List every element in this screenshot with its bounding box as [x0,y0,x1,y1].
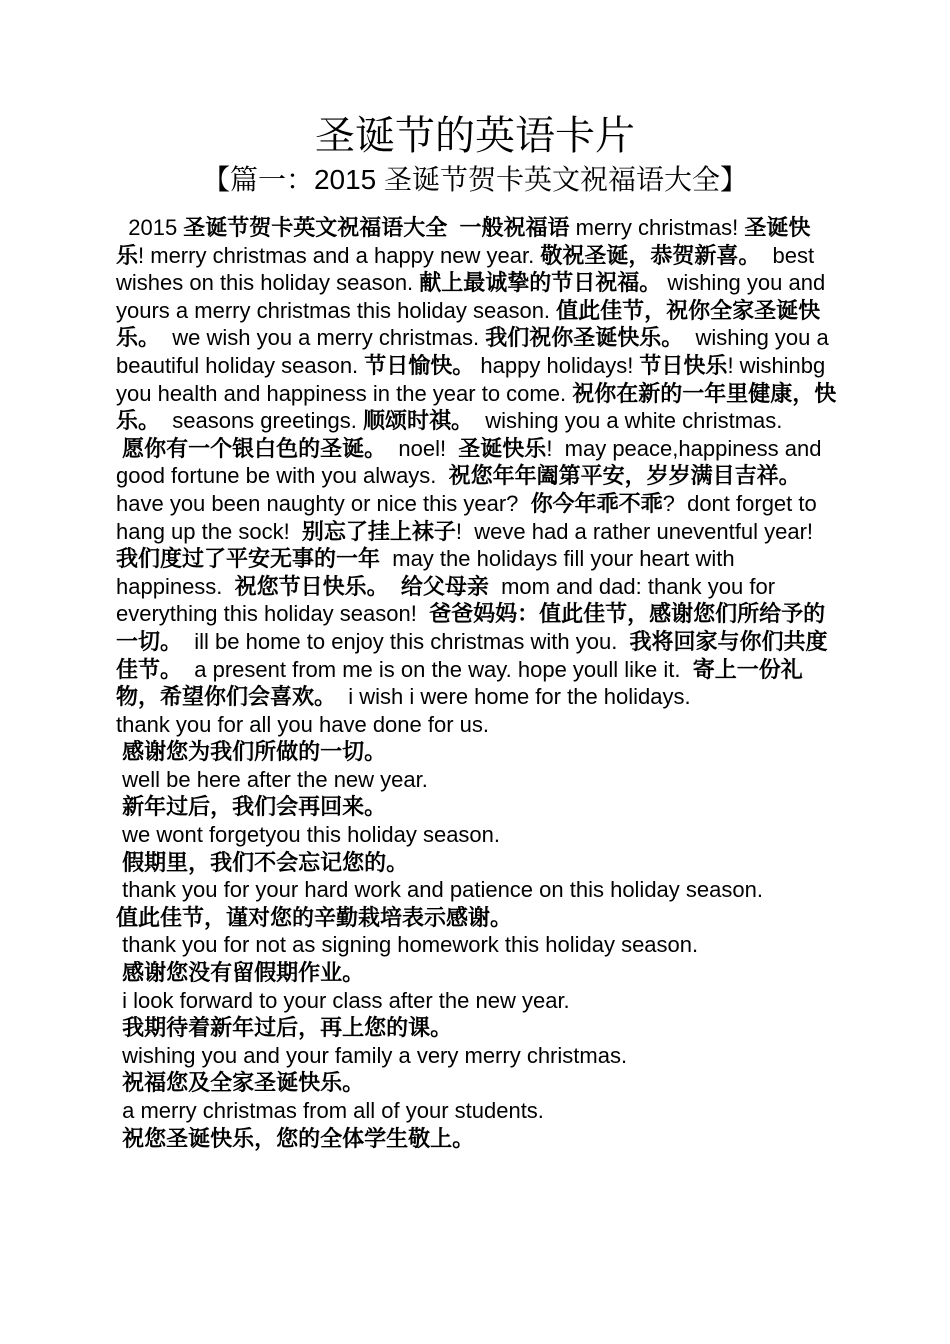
text-segment: ? dont forget to hang up the sock! [116,490,823,544]
paragraph [116,1097,838,1125]
bold-text-segment: 节日愉快。 [364,352,475,378]
paragraph [116,711,838,739]
text-segment: wishing you a beautiful holiday season. [116,325,835,378]
text-segment: we wont forgetyou this holiday season. [116,822,501,848]
bold-text-segment: 圣诞节贺卡英文祝福语大全 一般祝福语 [183,215,570,240]
text-segment: have you been naughty or nice this year? [116,463,813,516]
bold-text-segment: 我期待着新年过后，再上您的课。 [122,1015,453,1041]
bold-text-segment: 圣诞快乐 [458,435,547,461]
text-segment: ill be home to enjoy this christmas with you. [182,628,630,654]
bold-text-segment: 献上最诚挚的节日祝福。 [419,270,662,296]
text-segment: wishing you a white christmas. [473,408,783,434]
paragraph [116,793,838,821]
paragraph [116,1069,838,1097]
paragraph [116,1014,838,1042]
text-segment: thank you for all you have done for us. [116,711,490,737]
text-segment: i look forward to your class after the new year. [116,987,570,1013]
text-segment: wishing you and yours a merry christmas this holiday season. [116,270,832,323]
paragraph [116,1042,838,1070]
paragraph [116,876,838,904]
bold-text-segment: 圣诞快乐 [116,215,811,268]
text-segment: mom and dad: thank you for everything this holiday season! [116,573,782,627]
bold-text-segment: 我们度过了平安无事的一年 [116,546,381,572]
paragraph [116,849,838,877]
bold-text-segment: 我将回家与你们共度佳节。 [116,628,828,682]
paragraph [116,766,838,794]
bold-text-segment: 祝福您及全家圣诞快乐。 [122,1070,365,1096]
text-segment: thank you for your hard work and patience on this holiday season. [116,877,763,903]
paragraph [116,435,838,711]
bold-text-segment: 你今年乖不乖 [530,490,663,516]
paragraph [116,214,838,435]
bold-text-segment: 祝您年年阖第平安，岁岁满目吉祥。 [448,463,801,489]
text-segment: 2015 [116,215,184,240]
paragraph [116,821,838,849]
text-segment: best wishes on this holiday season. [116,242,821,296]
paragraph [116,959,838,987]
paragraph [116,1125,838,1153]
bold-text-segment: 节日快乐 [639,352,728,378]
bold-text-segment: 感谢您为我们所做的一切。 [122,739,387,765]
text-segment: i wish i were home for the holidays. [336,684,691,710]
text-segment: thank you for not as signing homework this holiday season. [116,932,699,958]
bold-text-segment: 假期里，我们不会忘记您的。 [122,849,409,875]
text-segment: may the holidays fill your heart with happiness. [116,546,741,599]
text-segment: ! may peace,happiness and good fortune be with you always. [116,435,828,489]
bold-text-segment: 感谢您没有留假期作业。 [122,960,365,986]
text-segment: seasons greetings. [160,408,364,434]
bold-text-segment: 爸爸妈妈：值此佳节，感谢您们所给予的一切。 [116,601,826,654]
bold-text-segment: 敬祝圣诞，恭贺新喜。 [540,242,761,268]
text-segment: ! merry christmas and a happy new year. [138,242,541,268]
text-segment: noel! [386,435,459,461]
bold-text-segment: 愿你有一个银白色的圣诞。 [122,435,387,461]
bold-text-segment: 值此佳节，谨对您的辛勤栽培表示感谢。 [116,904,513,930]
text-segment: merry christmas! [569,215,745,240]
paragraph [116,904,838,932]
bold-text-segment: 新年过后，我们会再回来。 [122,794,387,820]
document-subtitle: 【篇一：2015 圣诞节贺卡英文祝福语大全】 [201,164,749,195]
bold-text-segment: 我们祝你圣诞快乐。 [485,325,684,351]
text-segment: we wish you a merry christmas. [160,325,486,351]
document-body [116,214,838,1152]
bold-text-segment: 祝您圣诞快乐，您的全体学生敬上。 [122,1125,475,1151]
text-segment: a present from me is on the way. hope youll like it. [182,656,693,682]
text-segment: ! wishinbg you health and happiness in the year to come. [116,352,832,406]
paragraph [116,931,838,959]
document-title: 圣诞节的英语卡片 [315,114,635,158]
bold-text-segment: 值此佳节，祝你全家圣诞快乐。 [116,297,821,351]
bold-text-segment: 寄上一份礼物，希望你们会喜欢。 [116,656,803,710]
paragraph [116,987,838,1015]
bold-text-segment: 祝您节日快乐。 给父母亲 [234,573,489,599]
text-segment: happy holidays! [474,352,640,378]
bold-text-segment: 别忘了挂上袜子 [301,518,456,544]
text-segment: well be here after the new year. [116,766,428,792]
paragraph [116,738,838,766]
bold-text-segment: 顺颂时祺。 [363,408,474,434]
text-segment: a merry christmas from all of your students. [116,1098,544,1123]
bold-text-segment: 祝你在新的一年里健康，快乐。 [116,380,837,434]
text-segment: ! weve had a rather uneventful year! [455,518,826,544]
text-segment: wishing you and your family a very merry christmas. [116,1042,628,1068]
